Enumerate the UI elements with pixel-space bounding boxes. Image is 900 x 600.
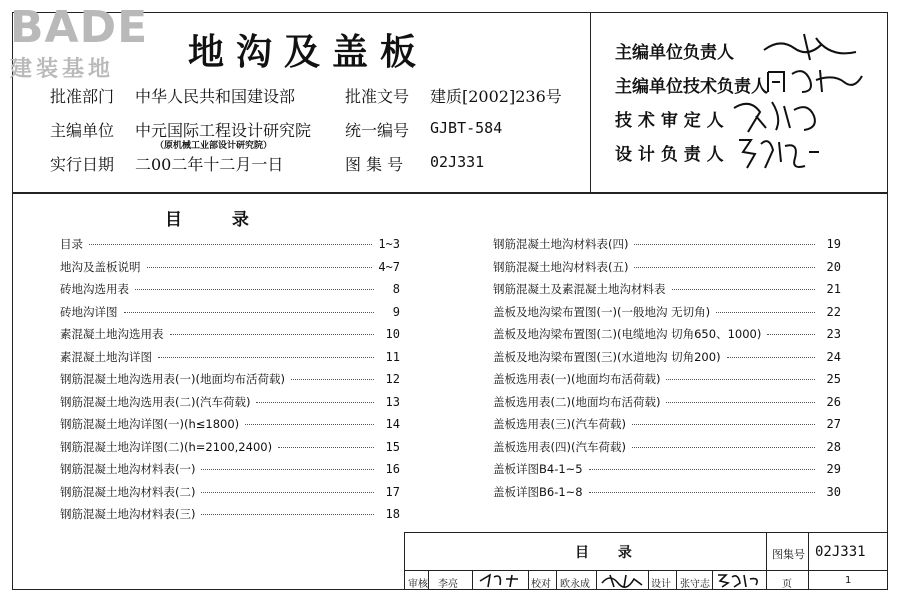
page-title: 地沟及盖板 [188,31,429,73]
toc-item[interactable] [60,394,400,417]
toc-item-title: 砖地沟详图 [60,304,118,319]
logo-brand: BADE [10,2,149,53]
header-divider [590,12,591,194]
toc-item-page: 4~7 [378,259,400,274]
toc-item-page: 19 [826,237,841,251]
toc-item[interactable] [60,371,400,394]
impl-date-label: 实行日期 [50,155,115,174]
title-block-divider [556,570,557,590]
toc-item[interactable] [493,439,841,462]
toc-leader-dots [291,379,374,380]
toc-item-page: 13 [385,394,400,409]
toc-leader-dots [634,244,815,245]
page-number: 1 [845,575,852,586]
toc-leader-dots [201,469,374,470]
toc-item-page: 22 [826,304,841,319]
toc-item-title: 盖板及地沟梁布置图(二)(电缆地沟 切角650、1000) [493,327,762,341]
review-label: 审核 [408,579,428,590]
toc-item-title: 钢筋混凝土地沟材料表(五) [493,259,629,274]
toc-leader-dots [589,492,815,493]
toc-item[interactable] [60,416,400,439]
toc-item[interactable] [493,416,841,439]
title-block-divider [472,570,473,590]
title-block-divider [528,570,529,590]
toc-item-page: 17 [385,484,400,499]
title-block-title: 目 录 [575,545,644,561]
toc-item-title: 盖板选用表(一)(地面均布活荷载) [493,372,661,386]
reviewer-signature [478,571,524,589]
designer-name: 张守志 [680,579,710,590]
toc-item-title: 钢筋混凝土地沟选用表(二)(汽车荷载) [60,394,251,409]
checker-name: 欧永成 [560,579,590,590]
reviewer-name: 李亮 [438,579,458,590]
toc-left-column [60,236,400,529]
design-label: 设计 [651,579,671,590]
toc-item[interactable] [493,304,841,327]
toc-leader-dots [672,289,816,290]
toc-leader-dots [666,379,815,380]
toc-item-title: 盖板选用表(三)(汽车荷载) [493,417,626,431]
toc-item-page: 21 [826,282,841,296]
toc-leader-dots [589,469,815,470]
toc-item[interactable] [493,236,841,259]
title-block-divider [648,570,649,590]
title-block-divider [712,570,713,590]
toc-leader-dots [147,267,373,268]
toc-item-title: 钢筋混凝土地沟材料表(四) [493,237,629,251]
unified-no-value: GJBT-584 [430,119,503,137]
toc-item[interactable] [60,349,400,372]
toc-item[interactable] [60,281,400,304]
toc-leader-dots [632,447,815,448]
toc-leader-dots [201,514,374,515]
toc-item-title: 盖板及地沟梁布置图(三)(水道地沟 切角200) [493,349,721,364]
toc-item[interactable] [493,259,841,282]
editor-unit-label: 主编单位 [50,121,115,140]
toc-item-page: 11 [385,349,400,364]
toc-leader-dots [245,424,374,425]
toc-item-page: 29 [826,462,841,476]
title-block-divider [808,532,809,590]
toc-item-title: 地沟及盖板说明 [60,259,141,274]
editor-unit-value: 中元国际工程设计研究院 [135,121,312,140]
unified-no-label: 统一编号 [345,121,410,140]
logo-tagline: 建装基地 [10,57,115,82]
toc-item-page: 16 [385,462,400,476]
toc-item-page: 9 [392,304,400,319]
toc-leader-dots [727,357,815,358]
toc-item[interactable] [60,259,400,282]
toc-item-title: 盖板详图B6-1~8 [493,484,583,499]
title-block-divider [596,570,597,590]
page-label: 页 [782,579,792,590]
toc-item-title: 钢筋混凝土及素混凝土地沟材料表 [493,282,666,296]
atlas-no-label: 图 集 号 [345,155,404,174]
chief-unit-leader-label: 主编单位负责人 [615,43,734,63]
toc-item-title: 钢筋混凝土地沟材料表(二) [60,484,196,499]
toc-item[interactable] [493,461,841,484]
toc-item-title: 盖板及地沟梁布置图(一)(一般地沟 无切角) [493,304,711,319]
toc-item[interactable] [493,371,841,394]
toc-leader-dots [89,244,372,245]
title-block [404,532,888,590]
toc-item-title: 砖地沟选用表 [60,282,129,296]
toc-heading: 目 录 [165,210,271,230]
title-block-divider [676,570,677,590]
toc-item[interactable] [493,394,841,417]
title-block-divider [428,570,429,590]
toc-item[interactable] [60,304,400,327]
toc-item[interactable] [493,349,841,372]
signature-tech-leader [764,62,864,98]
title-block-row-divider [404,570,888,571]
toc-item-title: 盖板详图B4-1~5 [493,462,583,476]
toc-leader-dots [716,312,815,313]
toc-item[interactable] [60,461,400,484]
toc-item-page: 18 [385,507,400,521]
toc-item-page: 25 [826,372,841,386]
approval-doc-value: 建质[2002]236号 [430,87,562,106]
toc-item-page: 15 [385,439,400,454]
toc-item[interactable] [493,281,841,304]
title-block-divider [766,532,767,590]
toc-item[interactable] [60,236,400,259]
signature-chief-leader [760,30,860,64]
toc-item-page: 28 [826,439,841,454]
toc-leader-dots [135,289,374,290]
toc-item-page: 23 [826,327,841,341]
designer-signature [716,571,764,589]
toc-item[interactable] [60,506,400,529]
toc-item-title: 目录 [60,237,83,251]
toc-leader-dots [666,402,815,403]
toc-leader-dots [767,334,815,335]
title-block-atlas-label: 图集号 [772,548,805,561]
approval-doc-label: 批准文号 [345,87,410,106]
toc-item-page: 1~3 [378,237,400,251]
toc-item-title: 钢筋混凝土地沟材料表(三) [60,507,196,521]
atlas-no-value: 02J331 [430,153,485,171]
signature-design-leader [735,132,825,174]
toc-item-page: 8 [392,282,400,296]
toc-item-title: 钢筋混凝土地沟详图(二)(h=2100,2400) [60,439,273,454]
impl-date-value: 二00二年十二月一日 [135,155,284,174]
checker-signature [600,571,646,589]
toc-item-page: 26 [826,394,841,409]
approval-dept-value: 中华人民共和国建设部 [135,87,296,106]
toc-leader-dots [170,334,375,335]
title-block-atlas-value: 02J331 [815,544,866,560]
toc-item-title: 钢筋混凝土地沟选用表(一)(地面均布活荷载) [60,372,285,386]
toc-item-page: 12 [385,372,400,386]
toc-right-column [493,236,841,506]
toc-item[interactable] [60,439,400,462]
check-label: 校对 [531,579,551,590]
toc-leader-dots [201,492,374,493]
signature-tech-reviewer [730,96,830,136]
toc-leader-dots [632,424,815,425]
toc-item[interactable] [60,484,400,507]
toc-item-page: 20 [826,259,841,274]
toc-item-page: 14 [385,417,400,431]
toc-item-page: 24 [826,349,841,364]
design-leader-label: 设 计 负 责 人 [615,145,724,165]
bade-logo [10,2,180,82]
toc-item[interactable] [60,326,400,349]
tech-reviewer-label: 技 术 审 定 人 [615,111,724,131]
approval-dept-label: 批准部门 [50,87,115,106]
toc-item-page: 30 [826,484,841,499]
toc-leader-dots [158,357,374,358]
toc-item[interactable] [493,326,841,349]
toc-item-title: 素混凝土地沟选用表 [60,327,164,341]
chief-tech-leader-label: 主编单位技术负责人 [615,77,768,97]
toc-item-title: 盖板选用表(二)(地面均布活荷载) [493,394,661,409]
toc-leader-dots [278,447,374,448]
toc-item-title: 盖板选用表(四)(汽车荷载) [493,439,626,454]
toc-item-title: 钢筋混凝土地沟材料表(一) [60,462,196,476]
toc-leader-dots [634,267,815,268]
toc-item-page: 27 [826,417,841,431]
toc-item-title: 素混凝土地沟详图 [60,349,152,364]
toc-leader-dots [124,312,375,313]
editor-unit-note: （原机械工业部设计研究院） [155,141,273,151]
toc-item-title: 钢筋混凝土地沟详图(一)(h≤1800) [60,417,240,431]
toc-item-page: 10 [385,327,400,341]
toc-leader-dots [256,402,374,403]
toc-item[interactable] [493,484,841,507]
